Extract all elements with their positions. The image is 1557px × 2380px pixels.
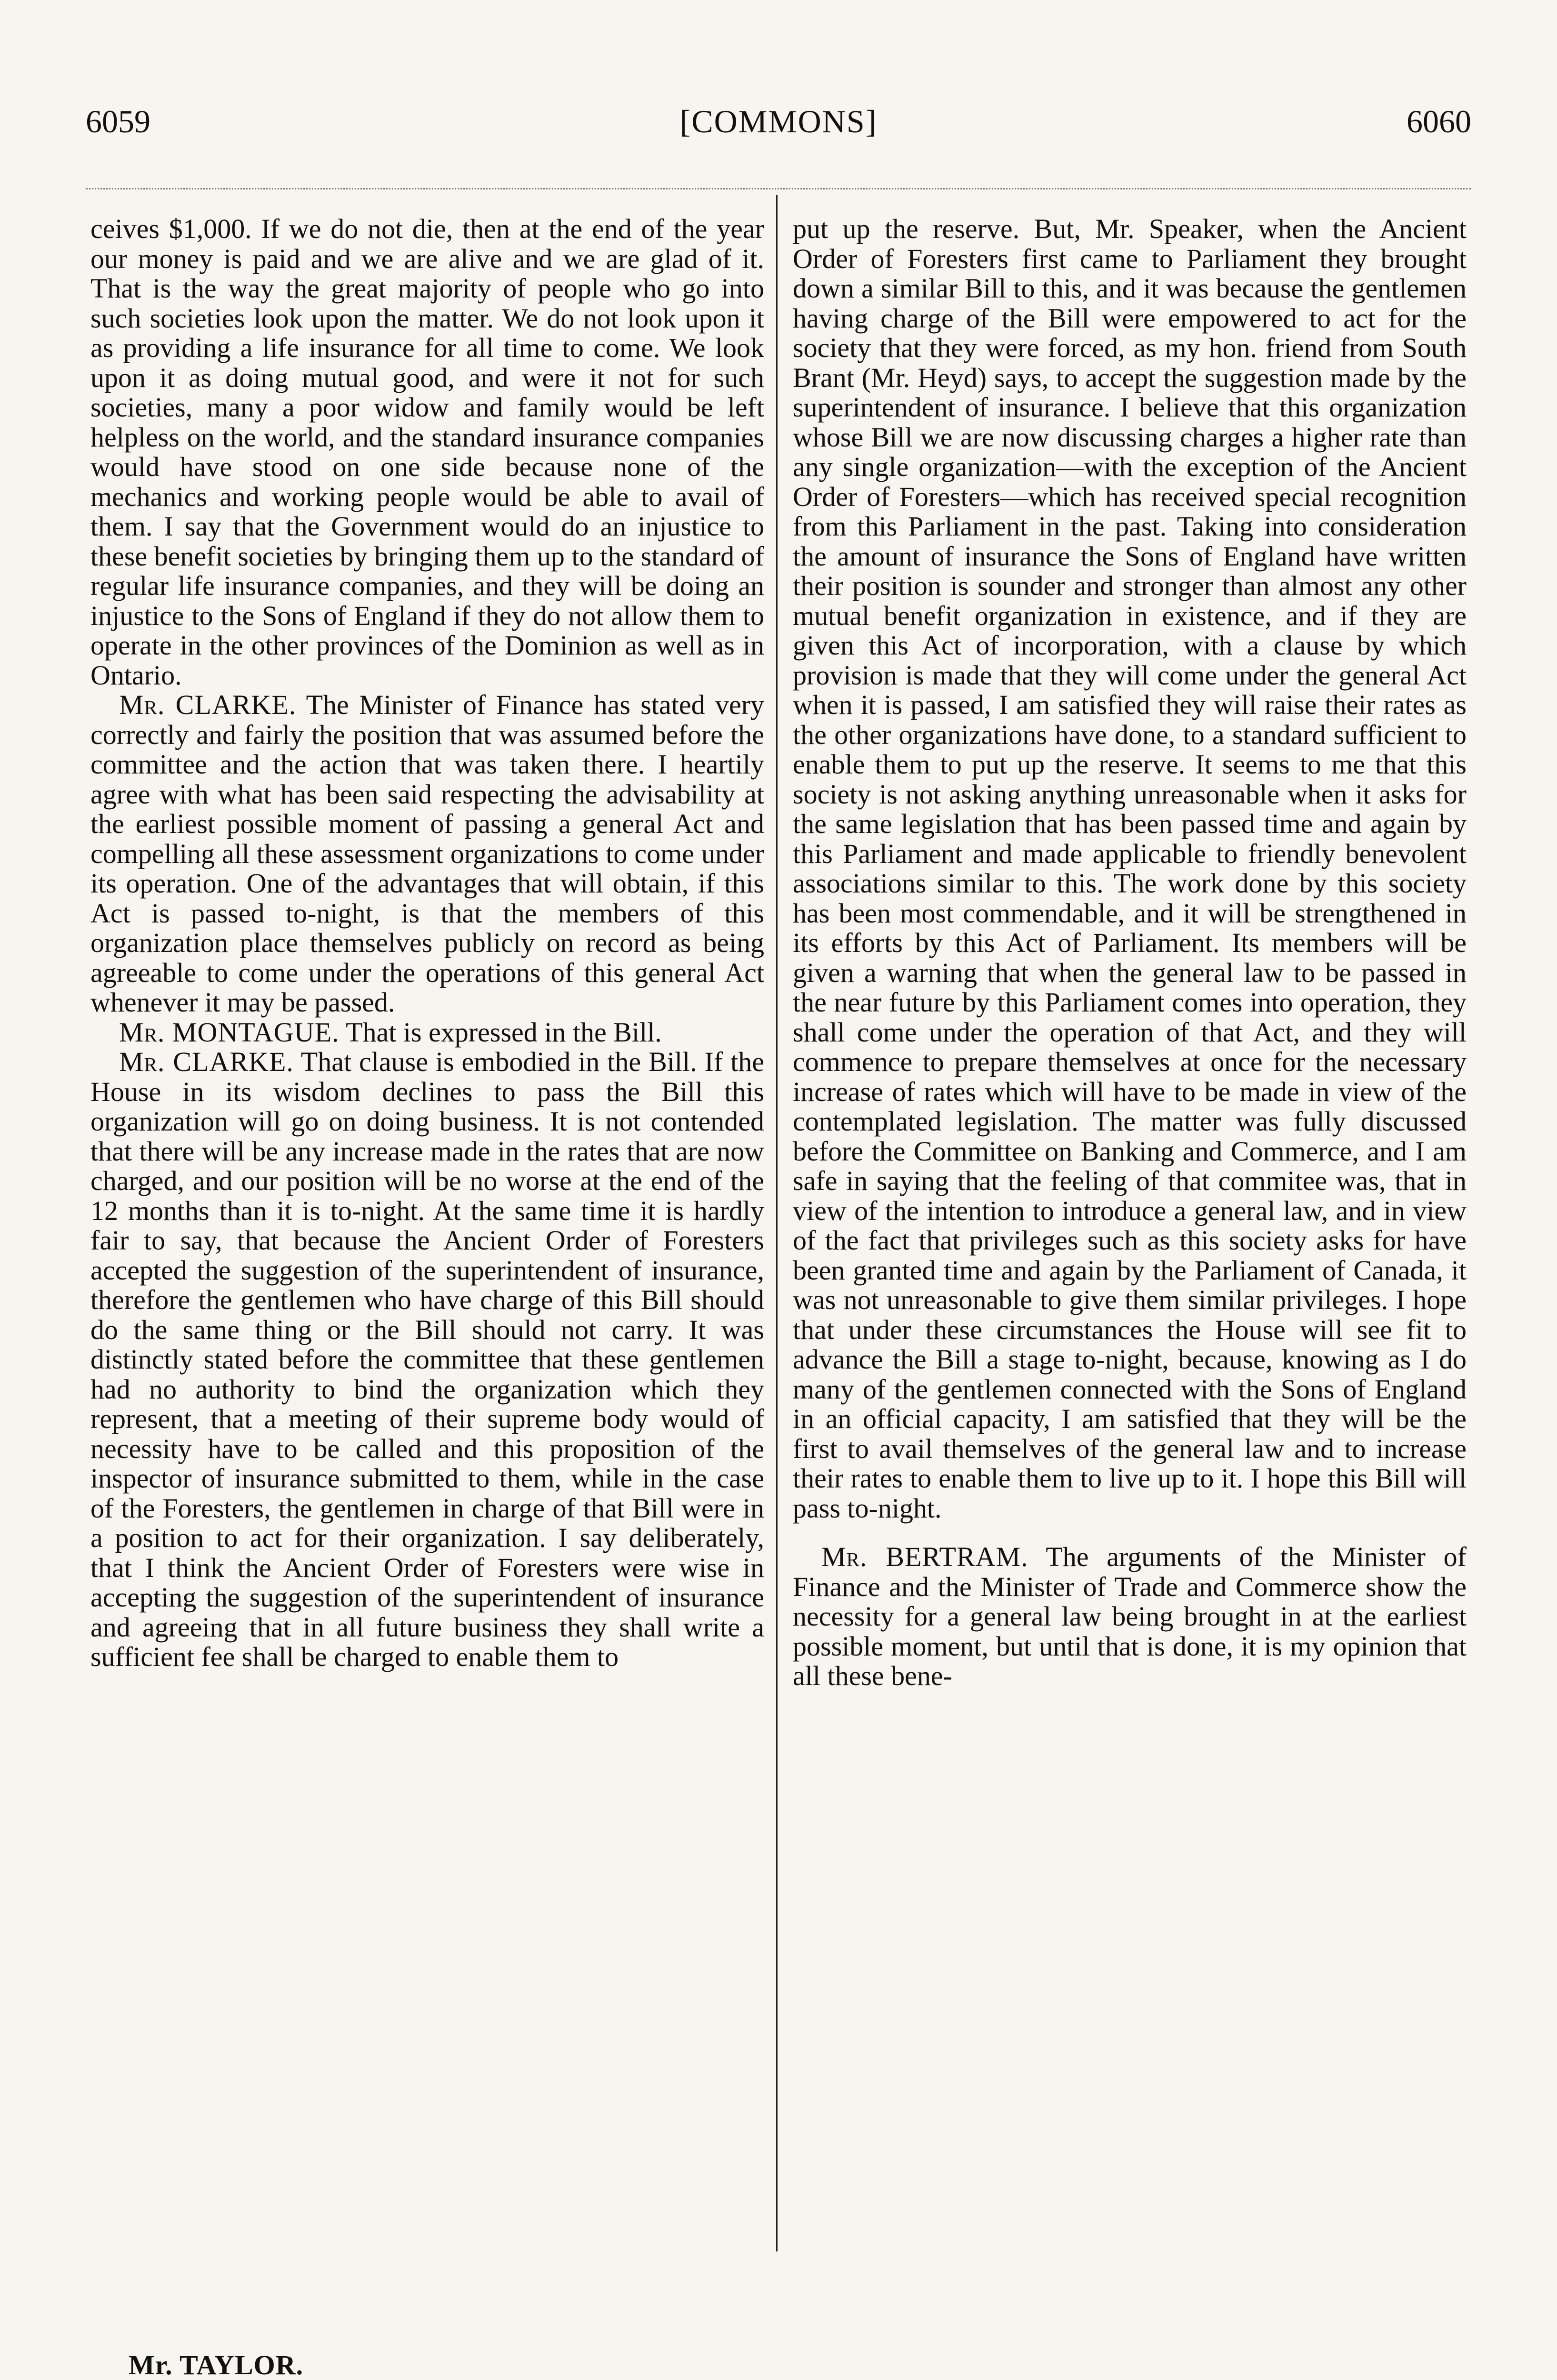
page-header <box>86 95 1471 148</box>
paragraph <box>90 690 764 1018</box>
page-number-left: 6059 <box>86 103 150 139</box>
speaker-name: Mr. CLARKE. <box>119 689 297 720</box>
paragraph-text: ceives $1,000. If we do not die, then at the end of the year our money is paid and we are alive and we are glad of it. That is the way the great majority of people who go into such societies look upon the matter. We do not look upon it as providing a life insurance for all time to come. We look upon it as doing mutual good, and were it not for such societies, many a poor widow and family would be left helpless on the world, and the standard insurance companies would have stood on one side because none of the mechanics and working people would be able to avail of them. I say that the Government would do an injustice to these benefit societies by bringing them up to the standard of regular life insurance companies, and they will be doing an injustice to the Sons of England if they do not allow them to operate in the other provinces of the Dominion as well as in Ontario. <box>90 213 764 691</box>
paragraph-text: The Minister of Finance has stated very correctly and fairly the position that was assumed before the committee and the action that was taken there. I heartily agree with what has been said respecting the advisability at the earliest possible moment of passing a general Act and compelling all these assessment organizations to come under its operation. One of the advantages that will obtain, if this Act is passed to-night, is that the members of this organization place themselves publicly on record as being agreeable to come under the operations of this general Act whenever it may be passed. <box>90 689 765 1018</box>
header-rule <box>86 188 1471 191</box>
paragraph-text: That is expressed in the Bill. <box>346 1016 662 1048</box>
paragraph-text: The arguments of the Minister of Finance and the Minister of Trade and Commerce show the necessity for a general law being brought in at the earliest possible moment, but until that is done, it is my opinion that all these bene- <box>793 1541 1467 1691</box>
right-column <box>793 214 1467 1691</box>
speaker-name: Mr. CLARKE. <box>119 1046 294 1077</box>
paragraph-text: That clause is embodied in the Bill. If the House in its wisdom declines to pass the Bill this organization will go on doing business. It is not contended that there will be any increase made in the rates that are now charged, and our position will be no worse at the end of the 12 months than it is to-night. At the same time it is hardly fair to say, that because the Ancient Order of Foresters accepted the suggestion of the superintendent of insurance, therefore the gentlemen who have charge of this Bill should do the same thing or the Bill should not carry. It was distinctly stated before the committee that these gentlemen had no authority to bind the organization which they represent, that a meeting of their supreme body would of necessity have to be called and this proposition of the inspector of insurance submitted to them, while in the case of the Foresters, the gentlemen in charge of that Bill were in a position to act for their organization. I say deliberately, that I think the Ancient Order of Foresters were wise in accepting the suggestion of the superintendent of insurance and agreeing that in all future business they shall write a sufficient fee shall be charged to enable them to <box>90 1046 764 1672</box>
paragraph <box>90 214 764 690</box>
speaker-name: Mr. MONTAGUE. <box>119 1016 339 1048</box>
paragraph <box>90 1018 764 1048</box>
next-speaker: Mr. TAYLOR. <box>129 2350 304 2380</box>
paragraph <box>793 1542 1467 1691</box>
paragraph-text: put up the reserve. But, Mr. Speaker, when the Ancient Order of Foresters first came to Parliament they brought down a similar Bill to this, and it was because the gentlemen having charge of the Bill were empowered to act for the society that they were forced, as my hon. friend from South Brant (Mr. Heyd) says, to accept the suggestion made by the superintendent of insurance. I believe that this organization whose Bill we are now discussing charges a higher rate than any single organization—with the exception of the Ancient Order of Foresters—which has received special recognition from this Parliament in the past. Taking into consideration the amount of insurance the Sons of England have written their position is sounder and stronger than almost any other mutual benefit organization in existence, and if they are given this Act of incorporation, with a clause by which provision is made that they will come under the general Act when it is passed, I am satisfied they will raise their rates as the other organizations have done, to a standard sufficient to enable them to put up the reserve. It seems to me that this society is not asking anything unreasonable when it asks for the same legislation that has been passed time and again by this Parliament and made applicable to friendly benevolent associations similar to this. The work done by this society has been most commendable, and it will be strengthened in its efforts by this Act of Parliament. Its members will be given a warning that when the general law to be passed in the near future by this Parliament comes into operation, they shall come under the operation of that Act, and they will commence to prepare themselves at once for the necessary increase of rates which will have to be made in view of the contemplated legislation. The matter was fully discussed before the Committee on Banking and Commerce, and I am safe in saying that the feeling of that commitee was, that in view of the intention to introduce a general law, and in view of the fact that privileges such as this society asks for have been granted time and again by the Parliament of Canada, it was not unreasonable to give them similar privileges. I hope that under these circumstances the House will see fit to advance the Bill a stage to-night, because, knowing as I do many of the gentlemen connected with the Sons of England in an official capacity, I am satisfied that they will be the first to avail themselves of the general law and to increase their rates to enable them to live up to it. I hope this Bill will pass to-night. <box>793 213 1467 1524</box>
left-column <box>90 214 764 1672</box>
paragraph <box>90 1047 764 1672</box>
speaker-name: Mr. BERTRAM. <box>821 1541 1028 1572</box>
page-title: [COMMONS] <box>679 103 878 139</box>
page-number-right: 6060 <box>1407 103 1471 139</box>
paragraph <box>793 214 1467 1523</box>
column-divider <box>776 195 778 2251</box>
